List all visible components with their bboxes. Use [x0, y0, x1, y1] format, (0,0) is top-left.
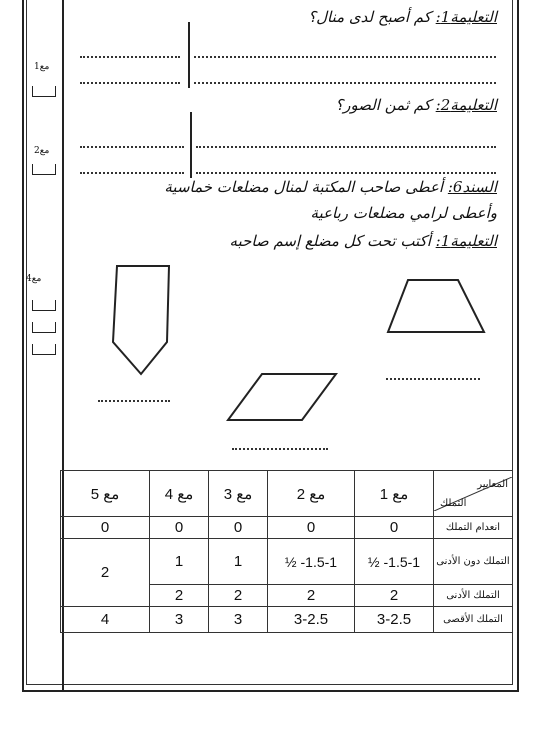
table-cell: 1.5-1- ½	[268, 539, 355, 585]
support-line-1	[164, 178, 497, 196]
instruction-1-text: كم أصبح لدى منال؟	[308, 8, 431, 26]
instruction-2	[335, 96, 497, 114]
answer-line-trapezoid	[386, 378, 480, 380]
header-cell: مع 5	[61, 471, 150, 517]
table-cell: 0	[268, 517, 355, 539]
answer-line	[194, 82, 496, 84]
row-label: التملك الأقصى	[434, 607, 513, 633]
row-label: انعدام التملك	[434, 517, 513, 539]
table-cell: 2	[61, 539, 150, 607]
header-cell: مع 4	[150, 471, 209, 517]
row-label: التملك الأدنى	[434, 585, 513, 607]
instruction-3-label: التعليمة1:	[435, 232, 497, 250]
instruction-2-text: كم ثمن الصور؟	[335, 96, 431, 114]
trapezoid-shape	[380, 272, 490, 338]
support-text-1: أعطى صاحب المكتبة لمنال مضلعات خماسية	[164, 178, 444, 196]
answer-divider	[188, 22, 190, 88]
table-cell: 4	[61, 607, 150, 633]
header-cell: مع 1	[355, 471, 434, 517]
margin-mark-1: مع1	[34, 62, 50, 72]
answer-line	[80, 146, 184, 148]
margin-box	[32, 86, 56, 97]
table-cell: 1	[209, 539, 268, 585]
table-cell: 3	[150, 607, 209, 633]
answer-line	[196, 146, 496, 148]
support-line-2: وأعطى لرامي مضلعات رباعية	[310, 204, 497, 222]
table-row	[61, 517, 513, 539]
answer-line	[80, 82, 180, 84]
support-label: السند6:	[447, 178, 497, 196]
answer-line	[80, 172, 184, 174]
table-cell: 0	[150, 517, 209, 539]
instruction-3	[230, 232, 497, 250]
table-cell: 1	[150, 539, 209, 585]
margin-box	[32, 164, 56, 175]
table-row	[61, 607, 513, 633]
table-cell: 2	[355, 585, 434, 607]
answer-line	[194, 56, 496, 58]
table-header-row	[61, 471, 513, 517]
table-cell: 0	[355, 517, 434, 539]
table-cell: 3	[209, 607, 268, 633]
table-cell: 0	[209, 517, 268, 539]
grading-table	[60, 470, 513, 633]
header-cell: مع 3	[209, 471, 268, 517]
margin-mark-2: مع2	[34, 146, 50, 156]
table-cell: 3-2.5	[268, 607, 355, 633]
instruction-2-label: التعليمة2:	[435, 96, 497, 114]
table-cell: 1.5-1- ½	[355, 539, 434, 585]
answer-divider	[190, 112, 192, 178]
table-corner-cell	[434, 471, 513, 517]
answer-line	[196, 172, 496, 174]
instruction-3-text: أكتب تحت كل مضلع إسم صاحبه	[229, 232, 431, 250]
margin-box	[32, 344, 56, 355]
answer-line-pentagon	[98, 400, 170, 402]
row-label: التملك دون الأدنى	[434, 539, 513, 585]
header-cell: مع 2	[268, 471, 355, 517]
corner-criteria-label: المعايير	[477, 478, 508, 490]
answer-line-parallelogram	[232, 448, 328, 450]
parallelogram-shape	[222, 364, 342, 430]
table-cell: 2	[209, 585, 268, 607]
instruction-1-label: التعليمة1:	[435, 8, 497, 26]
table-row	[61, 539, 513, 585]
instruction-1	[308, 8, 497, 26]
pentagon-shape	[105, 260, 175, 380]
answer-line	[80, 56, 180, 58]
margin-box	[32, 322, 56, 333]
margin-mark-3: مع4	[26, 274, 42, 284]
corner-mastery-label: التملك	[440, 497, 467, 509]
table-cell: 3-2.5	[355, 607, 434, 633]
table-cell: 2	[150, 585, 209, 607]
margin-box	[32, 300, 56, 311]
table-cell: 2	[268, 585, 355, 607]
table-cell: 0	[61, 517, 150, 539]
